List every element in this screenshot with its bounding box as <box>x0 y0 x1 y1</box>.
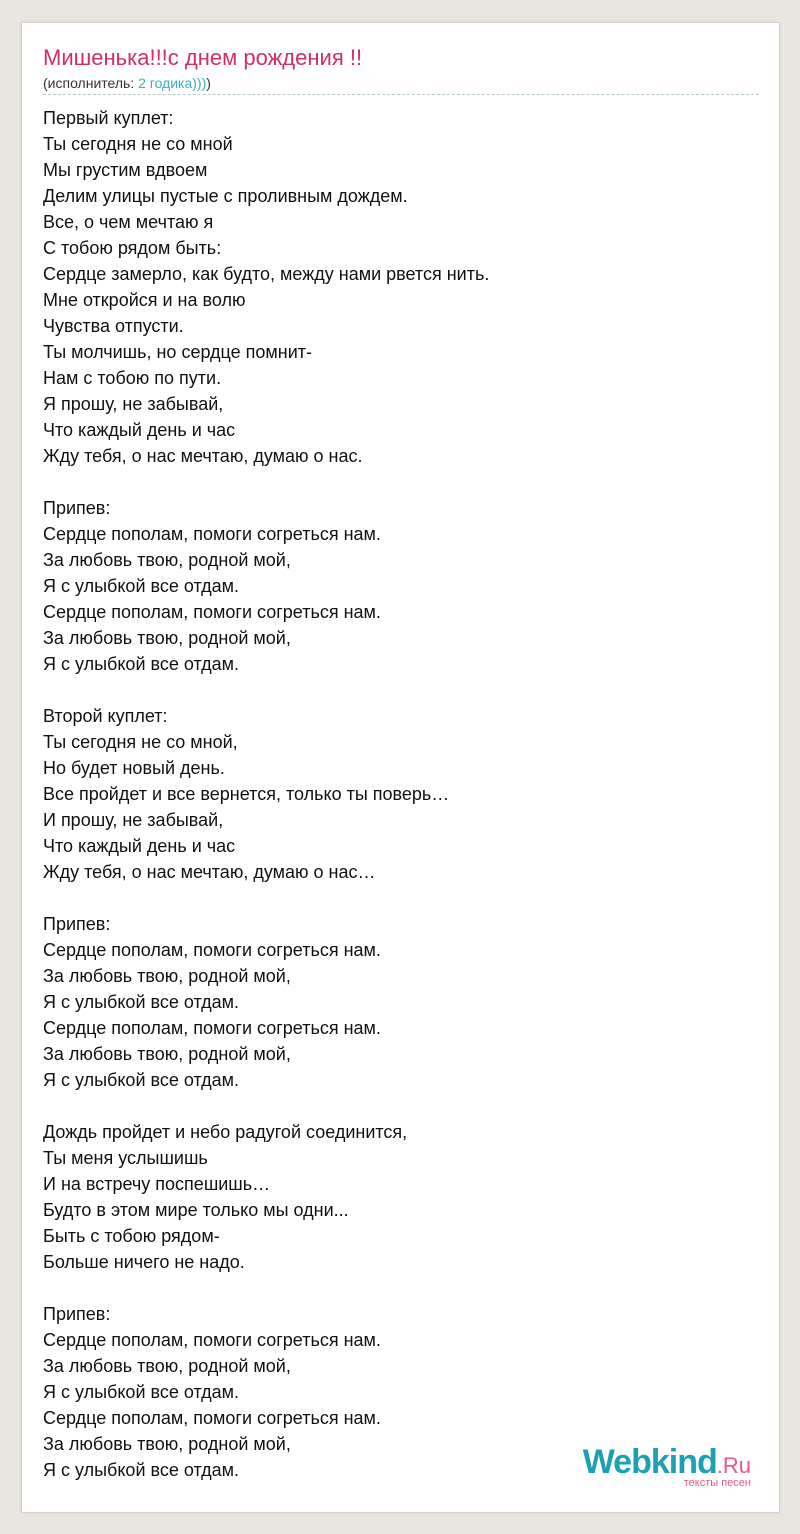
performer-prefix: (исполнитель: <box>43 75 139 91</box>
stanza-gap <box>43 469 758 495</box>
lyric-line: Сердце замерло, как будто, между нами рвется нить. <box>43 264 490 284</box>
song-title: Мишенька!!!с днем рождения !! <box>43 45 363 70</box>
lyric-line: Жду тебя, о нас мечтаю, думаю о нас… <box>43 862 376 882</box>
title-divider <box>43 94 759 95</box>
stanza-gap <box>43 1093 758 1119</box>
lyric-line: За любовь твою, родной мой, <box>43 1044 291 1064</box>
lyric-line: Дождь пройдет и небо радугой соединится, <box>43 1122 408 1142</box>
lyric-line: Я с улыбкой все отдам. <box>43 1460 240 1480</box>
logo-main-text: Webkind <box>582 1443 717 1481</box>
lyric-line: Жду тебя, о нас мечтаю, думаю о нас. <box>43 446 363 466</box>
lyric-line: Я с улыбкой все отдам. <box>43 992 240 1012</box>
lyrics-text <box>43 105 758 1483</box>
stanza-gap <box>43 677 758 703</box>
lyric-line: Мы грустим вдвоем <box>43 160 208 180</box>
lyric-line: Что каждый день и час <box>43 836 236 856</box>
lyric-line: Припев: <box>43 914 111 934</box>
lyric-line: Сердце пополам, помоги согреться нам. <box>43 940 381 960</box>
lyric-line: За любовь твою, родной мой, <box>43 628 291 648</box>
lyric-line: Я с улыбкой все отдам. <box>43 1070 240 1090</box>
lyric-line: Ты молчишь, но сердце помнит- <box>43 342 313 362</box>
logo-tagline: тексты песен <box>683 1477 751 1489</box>
lyric-line: И прошу, не забывай, <box>43 810 224 830</box>
lyric-line: Что каждый день и час <box>43 420 236 440</box>
lyric-line: За любовь твою, родной мой, <box>43 550 291 570</box>
lyric-line: Сердце пополам, помоги согреться нам. <box>43 1408 381 1428</box>
stanza-gap <box>43 1275 758 1301</box>
lyric-line: Быть с тобою рядом- <box>43 1226 220 1246</box>
logo-tld: .Ru <box>716 1453 751 1478</box>
performer-line <box>43 74 211 92</box>
lyric-line: Все, о чем мечтаю я <box>43 212 214 232</box>
lyric-line: Второй куплет: <box>43 706 168 726</box>
lyric-line: Я с улыбкой все отдам. <box>43 1382 240 1402</box>
lyric-line: С тобою рядом быть: <box>43 238 222 258</box>
lyric-line: Сердце пополам, помоги согреться нам. <box>43 602 381 622</box>
lyric-line: Я прошу, не забывай, <box>43 394 224 414</box>
lyric-line: Я с улыбкой все отдам. <box>43 654 240 674</box>
lyric-line: Припев: <box>43 498 111 518</box>
lyric-line: И на встречу поспешишь… <box>43 1174 271 1194</box>
lyric-line: Сердце пополам, помоги согреться нам. <box>43 1330 381 1350</box>
performer-link[interactable]: 2 годика))) <box>138 75 207 91</box>
stanza-gap <box>43 885 758 911</box>
lyric-line: Мне откройся и на волю <box>43 290 246 310</box>
lyric-line: Но будет новый день. <box>43 758 225 778</box>
lyric-line: За любовь твою, родной мой, <box>43 966 291 986</box>
lyric-line: Припев: <box>43 1304 111 1324</box>
lyric-line: Нам с тобою по пути. <box>43 368 222 388</box>
lyric-line: Чувства отпусти. <box>43 316 184 336</box>
webkind-logo[interactable] <box>551 1443 751 1489</box>
lyric-line: Сердце пополам, помоги согреться нам. <box>43 524 381 544</box>
lyric-line: Первый куплет: <box>43 108 174 128</box>
lyric-line: За любовь твою, родной мой, <box>43 1356 291 1376</box>
lyric-line: Больше ничего не надо. <box>43 1252 245 1272</box>
lyric-line: Я с улыбкой все отдам. <box>43 576 240 596</box>
lyric-line: Все пройдет и все вернется, только ты поверь… <box>43 784 450 804</box>
lyric-line: Ты меня услышишь <box>43 1148 208 1168</box>
lyrics-card <box>21 22 780 1513</box>
performer-suffix: ) <box>206 75 211 91</box>
lyric-line: Ты сегодня не со мной <box>43 134 233 154</box>
lyric-line: Делим улицы пустые с проливным дождем. <box>43 186 408 206</box>
lyric-line: Ты сегодня не со мной, <box>43 732 238 752</box>
lyric-line: Будто в этом мире только мы одни... <box>43 1200 349 1220</box>
lyric-line: За любовь твою, родной мой, <box>43 1434 291 1454</box>
lyric-line: Сердце пополам, помоги согреться нам. <box>43 1018 381 1038</box>
